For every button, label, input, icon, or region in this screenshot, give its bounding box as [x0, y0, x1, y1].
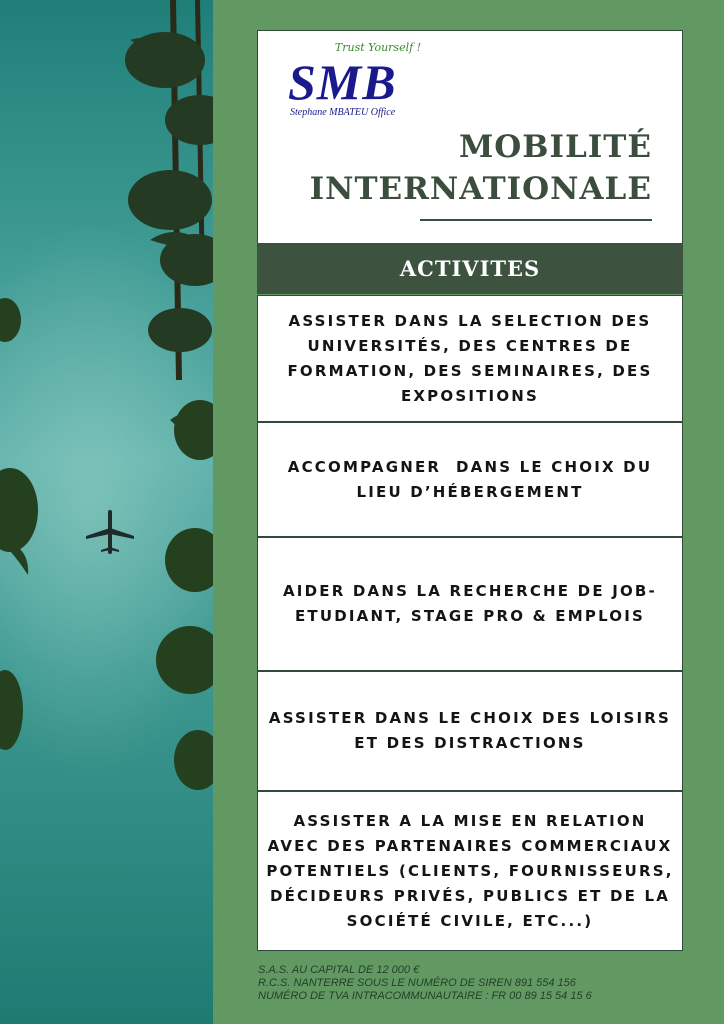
brand-logo-subtitle: Stephane MBATEU Office — [290, 107, 396, 118]
airplane-icon — [86, 510, 134, 554]
activity-text: ASSISTER DANS LE CHOIX DES LOISIRS ET DES DISTRACTIONS — [268, 709, 672, 752]
brand-logo: SMB — [288, 54, 397, 110]
footer-rcs: R.C.S. NANTERRE SOUS LE NUMÉRO DE SIREN 891 554 156 — [258, 977, 576, 989]
footer-vat: NUMÉRO DE TVA INTRACOMMUNAUTAIRE : FR 00 89 15 54 15 6 — [258, 990, 592, 1002]
activity-card — [257, 295, 683, 422]
activity-card — [257, 791, 683, 951]
activity-text: ASSISTER A LA MISE EN RELATION AVEC DES PARTENAIRES COMMERCIAUX POTENTIELS (CLIENTS, FOURNISSEURS, DÉCIDEURS PRIVÉS, PUBLICS ET DE LA SOCIÉTÉ CIVILE, ETC...) — [266, 811, 674, 930]
title-divider — [420, 219, 652, 221]
palm-trees-illustration — [0, 0, 213, 1024]
footer-capital: S.A.S. AU CAPITAL DE 12 000 € — [258, 964, 420, 976]
section-header-label: ACTIVITES — [399, 256, 541, 281]
palm-tree-icon — [156, 400, 213, 790]
brand-tagline: Trust Yourself ! — [334, 41, 422, 54]
legal-footer — [258, 964, 698, 1003]
header-card — [257, 30, 683, 244]
activity-card — [257, 537, 683, 671]
page-title-line2: INTERNATIONALE — [309, 171, 652, 207]
palm-tree-icon — [0, 298, 38, 750]
activity-text: ACCOMPAGNER DANS LE CHOIX DU LIEU D’HÉBERGEMENT — [287, 457, 660, 501]
activity-card — [257, 671, 683, 791]
activity-card — [257, 422, 683, 537]
background-photo — [0, 0, 213, 1024]
palm-tree-icon — [125, 0, 213, 380]
page-title-line1: MOBILITÉ — [458, 129, 652, 165]
section-header — [257, 243, 683, 294]
activity-text: ASSISTER DANS LA SELECTION DES UNIVERSITÉS, DES CENTRES DE FORMATION, DES SEMINAIRES, DES EXPOSITIONS — [287, 311, 653, 405]
activity-text: AIDER DANS LA RECHERCHE DE JOB-ETUDIANT, STAGE PRO & EMPLOIS — [283, 582, 657, 625]
